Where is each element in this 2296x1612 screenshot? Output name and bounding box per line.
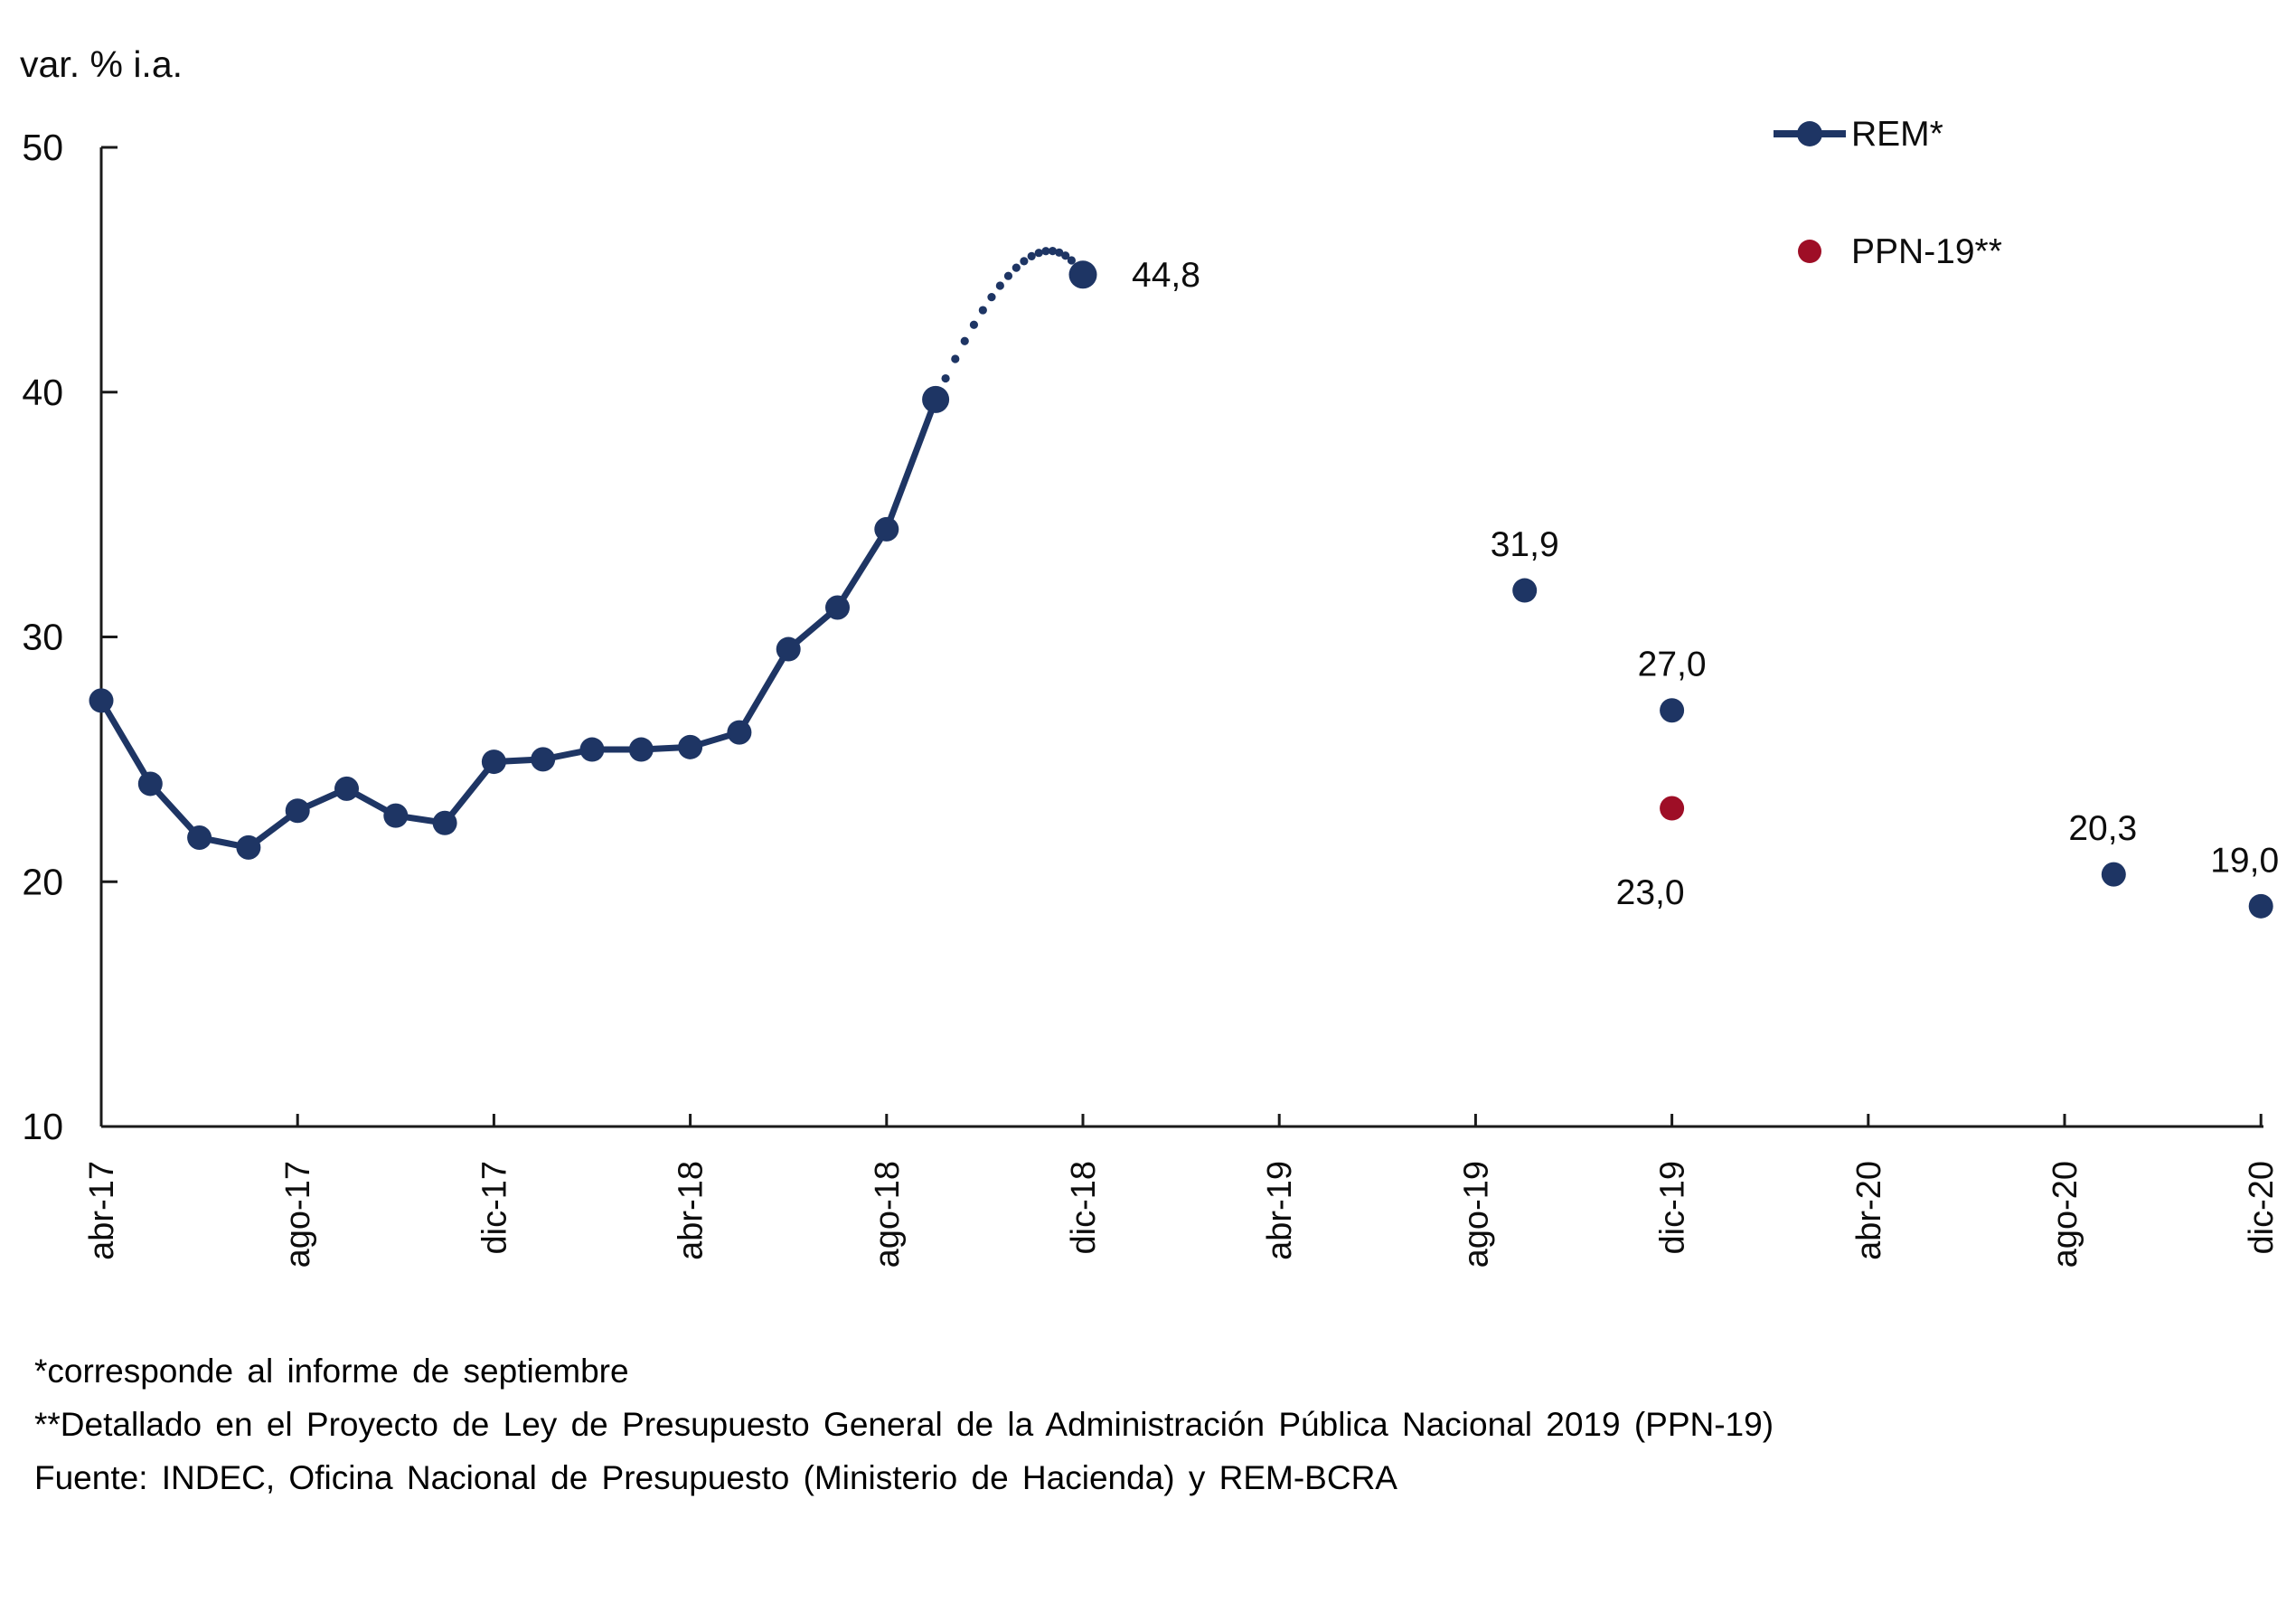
legend-rem-marker (1797, 121, 1822, 146)
footnotes-block (34, 1344, 1774, 1504)
rem-point-sep-19 (1512, 579, 1537, 603)
rem-marker-dic-17 (482, 749, 506, 774)
rem-marker-mar-18 (629, 738, 654, 762)
x-tick-label: dic-20 (2243, 1161, 2282, 1255)
legend-ppn19-marker (1798, 240, 1821, 263)
y-axis-title: var. % i.a. (20, 43, 183, 85)
rem-marker-nov-17 (433, 811, 457, 835)
forecast-dotted-dot (996, 281, 1004, 289)
rem-marker-ago-18 (874, 517, 899, 542)
rem-point-sep-20 (2102, 863, 2126, 887)
rem-marker-jul-17 (236, 835, 260, 860)
rem-marker-abr-17 (89, 688, 114, 712)
rem-marker-ene-18 (531, 747, 555, 771)
rem-marker-jul-18 (825, 596, 850, 620)
data-label-dic18: 44,8 (1132, 255, 1200, 295)
data-label-23_0: 23,0 (1615, 873, 1685, 913)
rem-marker-sep-18 (922, 386, 949, 413)
forecast-dotted-dot (951, 354, 959, 363)
rem-marker-feb-18 (580, 738, 605, 762)
x-tick-label: abr-17 (83, 1161, 121, 1260)
x-tick-label: abr-20 (1849, 1161, 1888, 1260)
ppn19-point-dic-19 (1660, 797, 1684, 821)
legend-rem-label: REM* (1851, 115, 1943, 154)
x-tick-label: abr-18 (672, 1161, 710, 1260)
forecast-dotted-dot (1068, 256, 1076, 264)
rem-marker-oct-17 (383, 804, 408, 828)
data-label-27_0: 27,0 (1637, 645, 1707, 684)
forecast-dotted-dot (979, 306, 987, 314)
x-tick-label: abr-19 (1261, 1161, 1300, 1260)
x-tick-label: ago-17 (279, 1161, 318, 1268)
y-tick-label: 20 (22, 861, 63, 903)
y-tick-label: 10 (22, 1106, 63, 1147)
forecast-dotted-dot (1020, 257, 1028, 265)
forecast-dotted-dot (1012, 264, 1021, 272)
rem-marker-ago-17 (286, 798, 310, 823)
x-tick-label: ago-20 (2047, 1161, 2084, 1268)
data-label-20_3: 20,3 (2068, 809, 2138, 849)
x-tick-label: ago-19 (1457, 1161, 1496, 1268)
forecast-dotted-dot (961, 337, 969, 345)
rem-marker-sep-17 (334, 777, 359, 801)
x-tick-label: dic-18 (1065, 1161, 1103, 1255)
data-label-31_9: 31,9 (1490, 525, 1559, 565)
footnote-source: Fuente: INDEC, Oficina Nacional de Presupuesto (Ministerio de Hacienda) y REM-BCRA (34, 1459, 1397, 1496)
rem-point-dic-19 (1660, 698, 1684, 722)
data-label-19_0: 19,0 (2210, 841, 2280, 881)
x-tick-label: dic-17 (475, 1161, 514, 1255)
x-tick-label: ago-18 (868, 1161, 907, 1268)
forecast-dotted-dot (941, 374, 949, 382)
rem-marker-may-17 (138, 771, 163, 796)
rem-marker-dic-18 (1069, 260, 1097, 288)
forecast-dotted-dot (970, 321, 978, 329)
x-tick-label: dic-19 (1653, 1161, 1692, 1255)
footnote-ppn19: **Detallado en el Proyecto de Ley de Presupuesto General de la Administración Pública Nacional 2019 (PPN-19) (34, 1406, 1774, 1443)
y-tick-label: 40 (22, 371, 63, 413)
rem-marker-may-18 (727, 721, 751, 745)
rem-marker-jun-17 (187, 825, 212, 850)
y-tick-label: 50 (22, 127, 63, 168)
forecast-dotted-dot (1028, 252, 1036, 260)
forecast-dotted-dot (987, 293, 995, 301)
y-tick-label: 30 (22, 616, 63, 658)
rem-marker-jun-18 (776, 637, 801, 662)
legend-ppn19-label: PPN-19** (1851, 232, 2002, 271)
rem-series-line (101, 400, 936, 847)
footnote-report-month: *corresponde al informe de septiembre (34, 1353, 629, 1390)
forecast-dotted-dot (1004, 272, 1012, 280)
rem-marker-abr-18 (678, 735, 702, 759)
forecast-dotted-dot (1035, 249, 1043, 257)
rem-point-dic-20 (2249, 894, 2273, 919)
